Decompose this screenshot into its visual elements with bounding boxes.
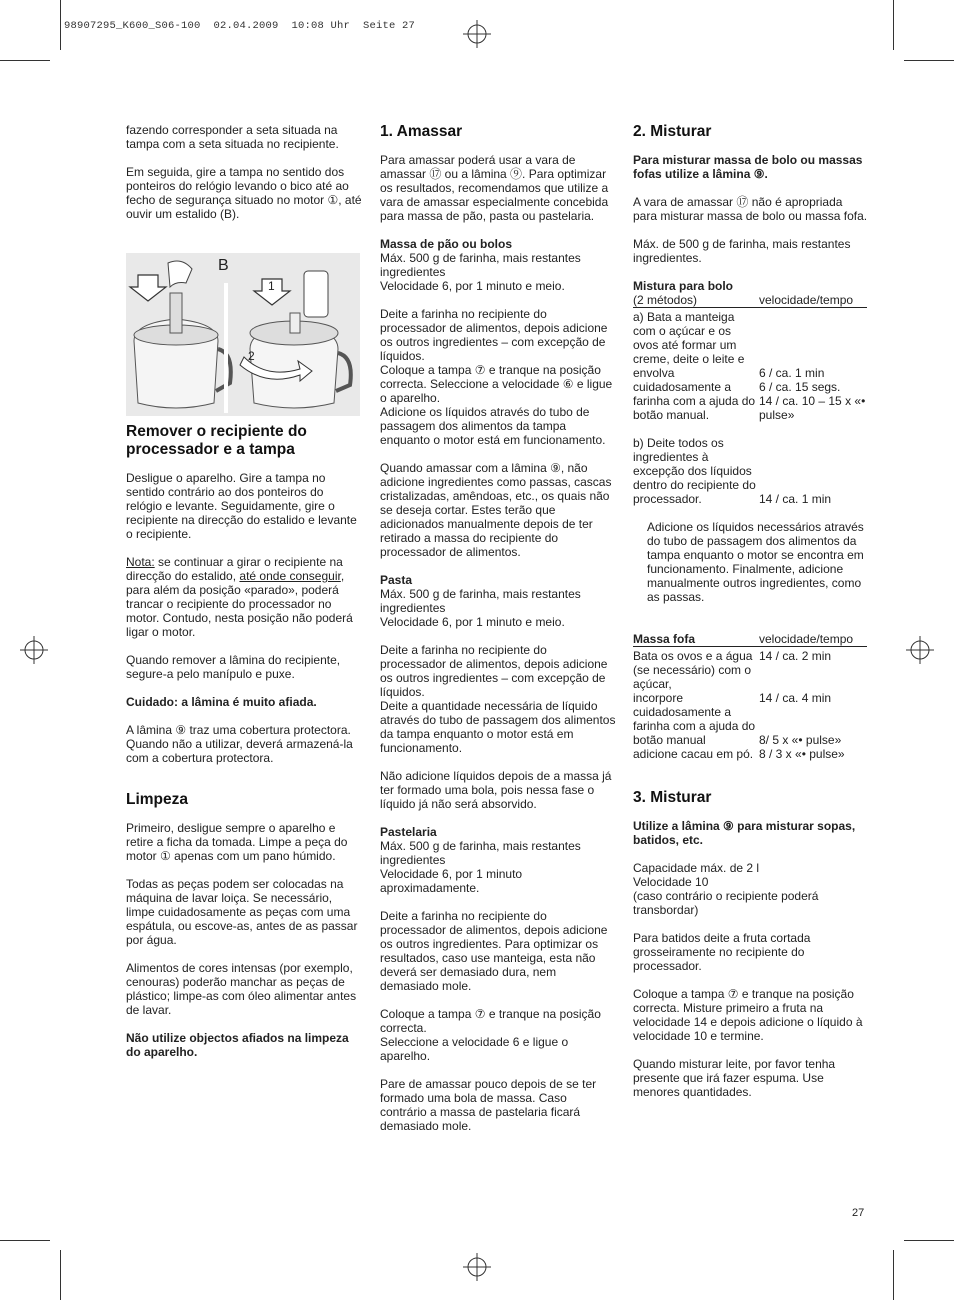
figure-label-b: B: [218, 257, 229, 274]
paragraph: A lâmina ⑨ traz uma cobertura protectora. Quando não a utilizar, deverá armazená-la com a cobertura protectora.: [126, 723, 353, 765]
crop-mark: [893, 0, 894, 50]
subheading: [380, 573, 616, 587]
note-paragraph: [126, 555, 362, 639]
paragraph: Velocidade 6, por 1 minuto aproximadamente.: [380, 867, 523, 895]
section-heading-remove: Remover o recipiente do processador e a tampa: [126, 423, 307, 458]
column-middle: [380, 123, 616, 1147]
table-cell: 14 / ca. 2 min: [759, 649, 832, 663]
table-row: [633, 691, 867, 747]
paragraph: Coloque a tampa ⑦ e tranque na posição correcta. Misture primeiro a fruta na velocidade 14 e depois adicione o líquido à velocidade 10 e termine.: [633, 987, 863, 1043]
speed-value: 6 / ca. 1 min: [759, 366, 825, 380]
table-cell: [759, 691, 867, 747]
paragraph: A vara de amassar ⑰ não é apropriada para misturar massa de bolo ou massa fofa.: [633, 195, 868, 223]
subheading-bold: Massa de pão ou bolos: [380, 237, 513, 251]
paragraph: Em seguida, gire a tampa no sentido dos ponteiros do relógio levando o bico até ao fecho de segurança situado no motor ①, até ouvir um estalido (B).: [126, 165, 362, 221]
bold-text: Utilize a lâmina ⑨ para misturar sopas, batidos, etc.: [633, 819, 856, 847]
paragraph: Máx. 500 g de farinha, mais restantes ingredientes: [380, 251, 581, 279]
table-header-row: [633, 279, 867, 308]
page-number: 27: [852, 1207, 865, 1219]
instruction-bold: [633, 819, 869, 847]
paragraph: Alimentos de cores intensas (por exemplo, cenouras) poderão manchar as peças de plástico; limpe-as com óleo alimentar antes de lavar.: [126, 961, 357, 1017]
table-header-cell: velocidade/tempo: [759, 632, 867, 647]
paragraph: Deite a farinha no recipiente do processador de alimentos, depois adicione os outros ingredientes. Para optimizar os resultados, caso use manteiga, esta não deverá ser demasiado dura, nem demasiado mole.: [380, 909, 608, 993]
registration-mark-icon: [463, 1253, 491, 1281]
subheading-bold: Pasta: [380, 573, 413, 587]
table-cell: a) Bata a manteiga com o açúcar e os ovos até formar um creme, deite o leite e envolva cuidadosamente a farinha com a ajuda do botão manual.: [633, 310, 756, 422]
section-heading-clean: Limpeza: [126, 791, 189, 808]
bold-text: Para misturar massa de bolo ou massas fofas utilize a lâmina ⑨.: [633, 153, 863, 181]
section-heading-amassar: 1. Amassar: [380, 123, 463, 140]
crop-mark: [904, 60, 954, 61]
crop-mark: [904, 1240, 954, 1241]
table-cell: adicione cacau em pó.: [633, 747, 754, 761]
table-cell: Bata os ovos e a água (se necessário) com o açúcar,: [633, 649, 753, 691]
speed-value: 14 / ca. 4 min: [759, 691, 832, 705]
paragraph: Quando misturar leite, por favor tenha presente que irá fazer espuma. Use menores quantidades.: [633, 1057, 836, 1099]
subheading: [380, 825, 616, 839]
cake-mix-table: [633, 279, 867, 506]
table-row: [633, 308, 867, 423]
table-header-cell: [633, 279, 759, 308]
paragraph: Quando remover a lâmina do recipiente, segure-a pelo manípulo e puxe.: [126, 653, 341, 681]
table-header-row: [633, 632, 867, 647]
paragraph: Seleccione a velocidade 6 e ligue o aparelho.: [380, 1035, 569, 1063]
paragraph: Quando amassar com a lâmina ⑨, não adicione ingredientes como passas, cascas cristalizadas, amêndoas, etc., os quais não se deseja cortar. Estes terão que adicionados manualmente depois de ter retirado a massa do recipiente do processador de alimentos.: [380, 461, 612, 559]
speed-value: 6 / ca. 15 segs.: [759, 380, 841, 394]
registration-mark-icon: [463, 20, 491, 48]
note-text: , para além da posição «parado», poderá trancar o recipiente do processador no motor. Contudo, nesta posição não poderá ligar o motor.: [126, 569, 353, 639]
paragraph: Pare de amassar pouco depois de se ter formado uma bola de massa. Caso contrário a massa de pastelaria ficará demasiado mole.: [380, 1077, 597, 1133]
paragraph: (caso contrário o recipiente poderá transbordar): [633, 889, 819, 917]
crop-mark: [0, 60, 50, 61]
paragraph: Velocidade 6, por 1 minuto e meio.: [380, 279, 565, 293]
paragraph: Não adicione líquidos depois de a massa já ter formado uma bola, pois nessa fase o líquido já não será absorvido.: [380, 769, 612, 811]
crop-mark: [60, 0, 61, 50]
crop-mark: [893, 1250, 894, 1300]
paragraph: Máx. de 500 g de farinha, mais restantes ingredientes.: [633, 237, 851, 265]
column-left: [126, 123, 362, 1073]
crop-mark: [60, 1250, 61, 1300]
paragraph: Capacidade máx. de 2 l: [633, 861, 760, 875]
table-header-sub: (2 métodos): [633, 293, 698, 307]
table-header-bold: Massa fofa: [633, 632, 696, 646]
paragraph: Para amassar poderá usar a vara de amassar ⑰ ou a lâmina ⑨. Para optimizar os resultados, recomendamos que utilize a vara de amassar especialmente concebida para massa de pão, pasta ou pastelaria.: [380, 153, 609, 223]
paragraph: Para batidos deite a fruta cortada grosseiramente no recipiente do processador.: [633, 931, 811, 973]
note-label: Nota:: [126, 555, 155, 569]
paragraph: Deite a farinha no recipiente do processador de alimentos, depois adicione os outros ingredientes – com excepção de líquidos.: [380, 307, 608, 363]
table-row: [633, 647, 867, 692]
paragraph: Deite a farinha no recipiente do processador de alimentos, depois adicione os outros ingredientes – com excepção de líquidos.: [380, 643, 608, 699]
warning-bold: Não utilize objectos afiados na limpeza do aparelho.: [126, 1031, 349, 1059]
table-row: [633, 422, 867, 506]
paragraph: Coloque a tampa ⑦ e tranque na posição correcta. Seleccione a velocidade ⑥ e ligue o aparelho.: [380, 363, 613, 405]
caution-bold: Cuidado: a lâmina é muito afiada.: [126, 695, 317, 709]
table-header-cell: velocidade/tempo: [759, 279, 867, 308]
caution-text: [126, 695, 362, 709]
instruction-bold: [633, 153, 869, 181]
paragraph: fazendo corresponder a seta situada na tampa com a seta situada no recipiente.: [126, 123, 339, 151]
table-header-bold: Mistura para bolo: [633, 279, 734, 293]
figure-spacer: [126, 235, 362, 423]
speed-value: 14 / ca. 10 – 15 x «• pulse»: [759, 394, 866, 422]
section-heading-misturar-2: 2. Misturar: [633, 123, 712, 140]
table-cell: b) Deite todos os ingredientes à excepção dos líquidos dentro do recipiente do processador.: [633, 436, 756, 506]
subheading: [380, 237, 616, 251]
table-cell: [759, 308, 867, 423]
print-slug: 98907295_K600_S06-100 02.04.2009 10:08 Uhr Seite 27: [64, 20, 416, 32]
table-row: [633, 747, 867, 761]
paragraph: Primeiro, desligue sempre o aparelho e retire a ficha da tomada. Limpe a peça do motor ① apenas com um pano húmido.: [126, 821, 348, 863]
column-right: [633, 123, 869, 1113]
figure-label-2: 2: [248, 349, 255, 363]
warning-text: [126, 1031, 362, 1059]
paragraph: Deite a quantidade necessária de líquido através do tubo de passagem dos alimentos da tampa enquanto o motor está em funcionamento.: [380, 699, 616, 755]
paragraph: Desligue o aparelho. Gire a tampa no sentido contrário ao dos ponteiros do relógio e levante. Seguidamente, gire o recipiente na direcção do estalido e levante o recipiente.: [126, 471, 357, 541]
paragraph: Todas as peças podem ser colocadas na máquina de lavar loiça. Se necessário, limpe cuidadosamente as peças com uma espátula, ou escove-as, antes de as passar por água.: [126, 877, 358, 947]
sponge-mix-table: [633, 632, 867, 761]
table-cell: 8 / 3 x «• pulse»: [759, 747, 845, 761]
paragraph: Velocidade 6, por 1 minuto e meio.: [380, 615, 565, 629]
note-text: se continuar a girar o recipiente na direcção do estalido,: [126, 555, 343, 583]
table-header-cell: [633, 632, 759, 647]
note-underlined: até onde conseguir: [239, 569, 341, 583]
paragraph: Máx. 500 g de farinha, mais restantes ingredientes: [380, 587, 581, 615]
section-heading-misturar-3: 3. Misturar: [633, 789, 712, 806]
paragraph: Adicione os líquidos através do tubo de passagem dos alimentos da tampa enquanto o motor está em funcionamento.: [380, 405, 606, 447]
paragraph: Adicione os líquidos necessários através do tubo de passagem dos alimentos da tampa enquanto o motor se encontra em funcionamento. Finalmente, adicione manualmente outros ingredientes, como as passas.: [647, 520, 864, 604]
table-cell: 14 / ca. 1 min: [759, 492, 832, 506]
registration-mark-icon: [906, 636, 934, 664]
paragraph: Coloque a tampa ⑦ e tranque na posição correcta.: [380, 1007, 601, 1035]
crop-mark: [0, 1240, 50, 1241]
paragraph: Máx. 500 g de farinha, mais restantes ingredientes: [380, 839, 581, 867]
speed-value: 8/ 5 x «• pulse»: [759, 733, 842, 747]
paragraph: Velocidade 10: [633, 875, 709, 889]
registration-mark-icon: [20, 636, 48, 664]
figure-label-1: 1: [268, 279, 275, 293]
table-cell: incorpore cuidadosamente a farinha com a ajuda do botão manual: [633, 691, 756, 747]
subheading-bold: Pastelaria: [380, 825, 437, 839]
